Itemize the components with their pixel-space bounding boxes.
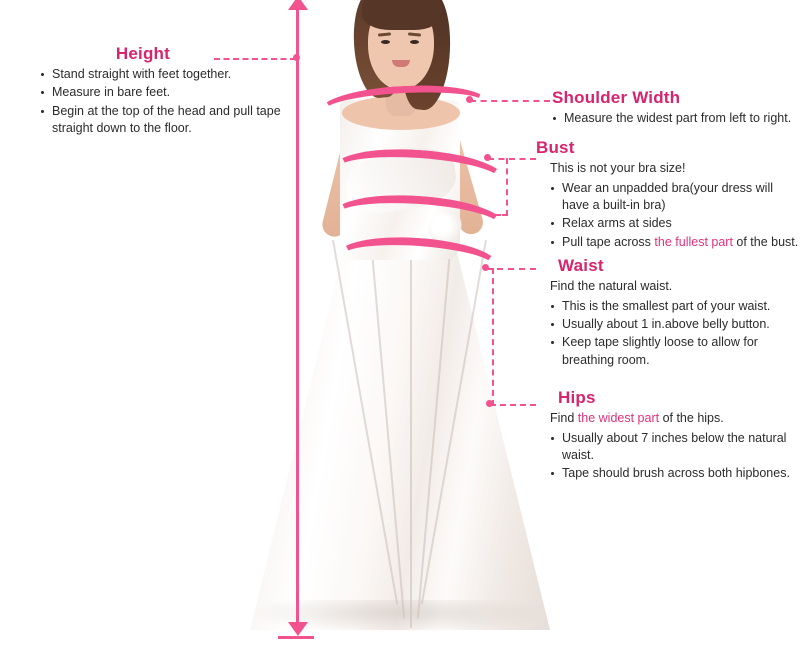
list-item: Relax arms at sides xyxy=(550,215,800,232)
leader-line-bust-lower xyxy=(488,214,508,216)
model-eye-right xyxy=(410,40,419,44)
list-item: Stand straight with feet together. xyxy=(40,66,290,83)
hips-section xyxy=(536,388,798,484)
bust-bullet-list xyxy=(550,180,800,251)
leader-line-hips-vertical xyxy=(492,268,494,406)
arrow-up-icon xyxy=(288,0,308,10)
waist-bullet-list xyxy=(550,298,798,369)
leader-line-bust xyxy=(488,158,536,160)
waist-title: Waist xyxy=(558,256,604,275)
leader-dot-bust xyxy=(484,154,491,161)
hips-lead-highlight: the widest part xyxy=(577,411,660,425)
list-item: Keep tape slightly loose to allow for breathing room. xyxy=(550,334,798,369)
hips-title: Hips xyxy=(558,388,596,407)
list-item: Tape should brush across both hipbones. xyxy=(550,465,798,482)
model-hair-top xyxy=(362,0,442,30)
hips-lead-pre: Find xyxy=(550,411,578,425)
hips-bullet-list xyxy=(550,430,798,483)
leader-line-shoulder xyxy=(470,100,550,102)
list-item: Usually about 7 inches below the natural waist. xyxy=(550,430,798,465)
leader-dot-shoulder xyxy=(466,96,473,103)
leader-line-bust-vertical xyxy=(506,158,508,216)
height-title: Height xyxy=(115,44,170,63)
list-item: Begin at the top of the head and pull tape straight down to the floor. xyxy=(40,103,290,138)
height-section xyxy=(40,44,290,138)
list-item: Measure in bare feet. xyxy=(40,84,290,101)
waist-lead: Find the natural waist. xyxy=(550,279,673,293)
bust-bullet3-post: of the bust. xyxy=(732,234,799,249)
shoulder-width-title: Shoulder Width xyxy=(552,88,681,107)
model-eye-left xyxy=(381,40,390,44)
floor-baseline xyxy=(278,636,314,639)
bust-bullet3-highlight: the fullest part xyxy=(654,234,733,249)
list-item: Wear an unpadded bra(your dress will have a built-in bra) xyxy=(550,180,800,215)
arrow-down-icon xyxy=(288,622,308,636)
shoulder-width-bullet-list xyxy=(552,110,798,127)
bust-title: Bust xyxy=(536,138,575,157)
bust-lead: This is not your bra size! xyxy=(550,161,686,175)
list-item xyxy=(550,234,800,251)
waist-section xyxy=(536,256,798,370)
list-item: This is the smallest part of your waist. xyxy=(550,298,798,315)
hips-lead-post: of the hips. xyxy=(659,411,724,425)
shoulder-width-section xyxy=(552,88,798,128)
leader-dot-waist xyxy=(482,264,489,271)
leader-dot-height xyxy=(293,54,300,61)
height-bullet-list xyxy=(40,66,290,137)
bust-section xyxy=(536,138,800,252)
hips-lead xyxy=(536,410,798,427)
bust-bullet3-pre: Pull tape across xyxy=(562,234,655,249)
list-item: Measure the widest part from left to right. xyxy=(552,110,798,127)
skirt-fold xyxy=(410,240,412,628)
height-axis-line xyxy=(296,6,299,632)
list-item: Usually about 1 in.above belly button. xyxy=(550,316,798,333)
leader-line-hips xyxy=(490,404,536,406)
